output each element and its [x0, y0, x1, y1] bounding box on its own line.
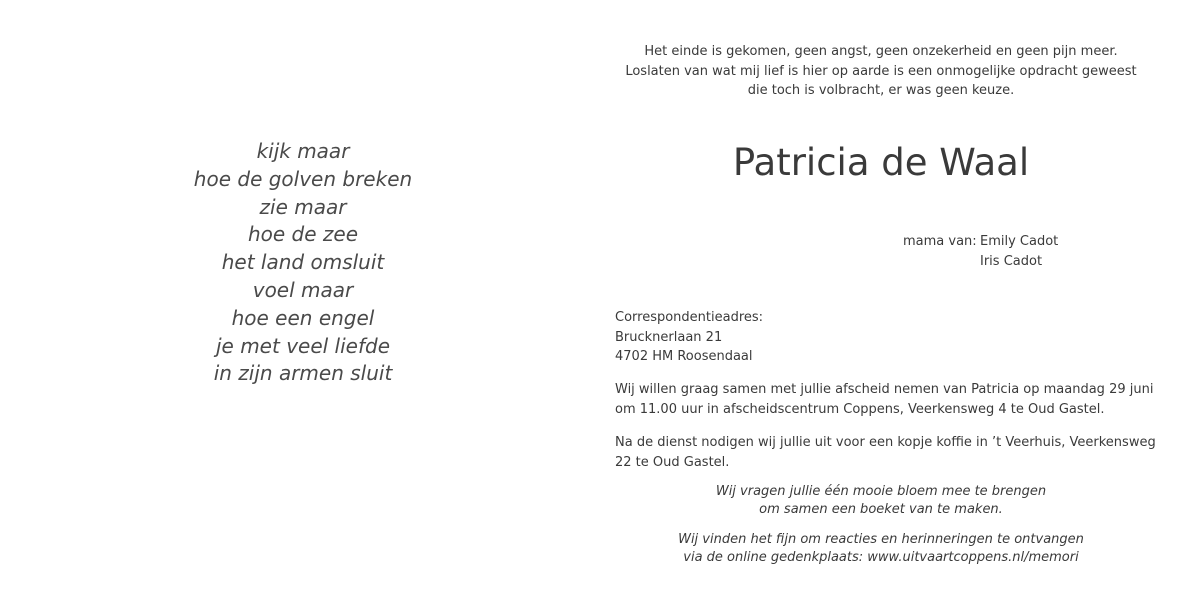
- ceremony-details: Wij willen graag samen met jullie afscheid nemen van Patricia op maandag 29 juni om 11.00 uur in afscheidscentrum Coppens, Veerkensweg 4 te Oud Gastel.: [615, 382, 1154, 417]
- poem-line: hoe een engel: [231, 305, 375, 330]
- poem-line: voel maar: [252, 277, 354, 302]
- memorial-line: Wij vinden het fijn om reacties en herinneringen te ontvangen: [678, 532, 1084, 547]
- poem-line: hoe de zee: [247, 222, 359, 247]
- poem-line: hoe de golven breken: [193, 166, 413, 191]
- children-label: mama van:: [903, 234, 977, 249]
- coffee-invitation: Na de dienst nodigen wij jullie uit voor een kopje koffie in ’t Veerhuis, Veerkensweg 22 te Oud Gastel.: [615, 435, 1156, 470]
- online-memorial-note: [600, 531, 1162, 566]
- memorial-line: via de online gedenkplaats: www.uitvaartcoppens.nl/memori: [683, 549, 1079, 565]
- address-heading: Correspondentieadres:: [615, 310, 764, 325]
- child-name: Iris Cadot: [980, 254, 1043, 269]
- poem: [150, 138, 456, 388]
- poem-line: het land omsluit: [221, 250, 385, 275]
- quote-line: die toch is volbracht, er was geen keuze.: [747, 83, 1015, 98]
- announcement-panel: [600, 0, 1160, 591]
- quote-line: Loslaten van wat mij lief is hier op aarde is een onmogelijke opdracht geweest: [625, 63, 1137, 79]
- opening-quote: [600, 42, 1162, 101]
- address-city: 4702 HM Roosendaal: [615, 349, 753, 364]
- quote-line: Het einde is gekomen, geen angst, geen onzekerheid en geen pijn meer.: [644, 44, 1118, 59]
- deceased-name: Patricia de Waal: [732, 141, 1030, 184]
- flower-request-line: om samen een boeket van te maken.: [759, 501, 1003, 517]
- poem-line: kijk maar: [256, 139, 350, 163]
- flower-request-line: Wij vragen jullie één mooie bloem mee te brengen: [715, 484, 1047, 499]
- poem-line: je met veel liefde: [215, 333, 391, 358]
- poem-line: zie maar: [259, 194, 347, 219]
- child-name: Emily Cadot: [980, 234, 1059, 249]
- children-list: [980, 232, 1058, 272]
- flower-request: [600, 483, 1162, 518]
- correspondence-address: [615, 308, 763, 367]
- address-street: Brucknerlaan 21: [615, 329, 723, 345]
- poem-line: in zijn armen sluit: [213, 361, 393, 386]
